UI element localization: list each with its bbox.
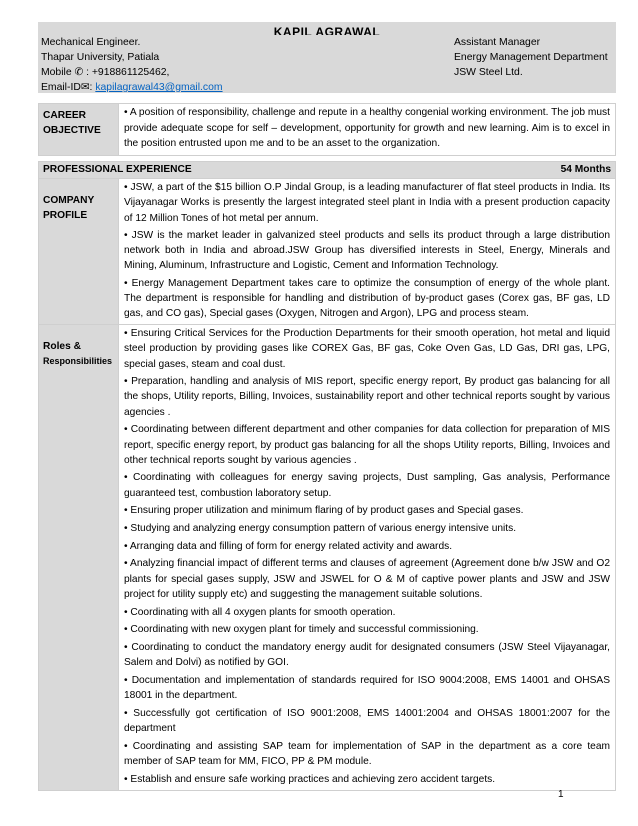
company-point: • JSW, a part of the $15 billion O.P Jindal Group, is a leading manufacturer of flat steel products in India. Its Vijayanagar Works is presently the largest integrated steel plant in India with a present production capacity of 12 Million Tones of hot metal per annum. — [124, 182, 610, 224]
role-point: • Coordinating between different department and other companies for data collection for preparation of MIS report, specific energy report, by product gas balancing for all the shops Utility reports, Billing, Invoices and other technical reports sought by various agencies . — [124, 424, 610, 466]
page-number: 1 — [558, 789, 564, 800]
objective-label-line1: CAREER — [43, 110, 87, 121]
role-point: • Coordinating with colleagues for energy saving projects, Dust sampling, Gas analysis, Performance guaranteed test, combustion laboratory setup. — [124, 472, 610, 499]
resume-page — [38, 22, 616, 791]
role-point: • Preparation, handling and analysis of MIS report, specific energy report, By product gas balancing for all the shops, Utility reports, Billing, Invoices, sustainability report and other technical reports sought by various agencies . — [124, 376, 610, 418]
role-point: • Documentation and implementation of standards required for ISO 9004:2008, EMS 14001 and OHSAS 18001 in the department. — [124, 674, 610, 702]
objective-label — [39, 104, 119, 156]
role-point: • Ensuring Critical Services for the Production Departments for their smooth operation, hot metal and liquid steel production by providing gases like COREX Gas, BF gas, Coke Oven Gas, LD Gas, DRI gas, LPG, special gases, steam and coal dust. — [124, 328, 610, 370]
experience-duration: 54 Months — [560, 163, 611, 175]
company-profile-cell — [119, 179, 616, 325]
university: Thapar University, Patiala — [41, 52, 160, 63]
role-point: • Coordinating with new oxygen plant for timely and successful commissioning. — [124, 624, 479, 636]
mobile: Mobile ✆ : +918861125462, — [41, 67, 170, 78]
company-point: • JSW is the market leader in galvanized steel products and sells its product through a large distribution network both in India and abroad.JSW Group has diversified interests in Steel, Energy, Minerals and Mining, Aluminum, Infrastructure and Logistic, Cement and Information Technology. — [124, 229, 610, 272]
header — [38, 22, 616, 93]
role-point: • Ensuring proper utilization and minimum flaring of by product gases and Special gases. — [124, 505, 524, 517]
role-point: • Analyzing financial impact of different terms and clauses of agreement (Agreement done b/w JSW and O2 plants for special gases supply, JSW and JSWEL for O & M of captive power plants and JSW and JSW project for utility supply etc) and suggesting the management suitable solutions. — [124, 558, 610, 600]
company-point: • Energy Management Department takes care to optimize the consumption of energy of the whole plant. The department is responsible for handling and distribution of by-product gases (Corex gas, BF gas, LD gas, and CO gas), Special gases (Oxygen, Nitrogen and Argon), LPG and process steam. — [124, 277, 610, 319]
email-row — [41, 80, 223, 95]
objective-label-line2: OBJECTIVE — [43, 125, 101, 136]
roles-label — [39, 325, 119, 791]
role-point: • Successfully got certification of ISO 9001:2008, EMS 14001:2004 and OHSAS 18001:2007 for the department — [124, 707, 610, 734]
header-right — [454, 35, 608, 80]
designation: Assistant Manager — [454, 37, 541, 48]
company: JSW Steel Ltd. — [454, 67, 523, 78]
objective-table — [38, 103, 616, 156]
experience-title: PROFESSIONAL EXPERIENCE — [43, 163, 192, 175]
experience-table — [38, 161, 616, 792]
roles-label-line2: Responsibilities — [43, 356, 113, 367]
company-label-line2: PROFILE — [43, 210, 88, 222]
company-label-line1: COMPANY — [43, 195, 95, 207]
role-point: • Studying and analyzing energy consumption pattern of various energy intensive units. — [124, 523, 517, 535]
header-left — [41, 35, 223, 95]
email-label: Email-ID✉: — [41, 82, 93, 93]
role-point: • Arranging data and filling of form for energy related activity and awards. — [124, 540, 453, 552]
role-point: • Establish and ensure safe working practices and achieving zero accident targets. — [124, 773, 496, 785]
department: Energy Management Department — [454, 52, 608, 63]
role-point: • Coordinating to conduct the mandatory energy audit for designated consumers (JSW Steel Vijayanagar, Salem and Dolvi) as notified by GOI. — [124, 641, 610, 669]
candidate-name: KAPIL AGRAWAL — [273, 25, 381, 35]
objective-text: • A position of responsibility, challenge and repute in a healthy congenial working environment. The job must provide adequate scope for self – development, opportunity for growth and new learning. Aim is to excel in the position entrusted upon me and to be an asset to the organization. — [124, 107, 610, 149]
roles-label-line1: Roles & — [43, 341, 81, 353]
qualification: Mechanical Engineer. — [41, 37, 141, 48]
role-point: • Coordinating and assisting SAP team for implementation of SAP in the department as a core team member of SAP team for MM, FICO, PP & PM module. — [124, 740, 610, 767]
roles-cell — [119, 325, 616, 791]
experience-heading — [39, 162, 615, 179]
company-profile-label — [39, 179, 119, 325]
email-link[interactable]: kapilagrawal43@gmail.com — [95, 82, 223, 93]
objective-text-cell — [119, 104, 616, 156]
role-point: • Coordinating with all 4 oxygen plants for smooth operation. — [124, 606, 396, 618]
